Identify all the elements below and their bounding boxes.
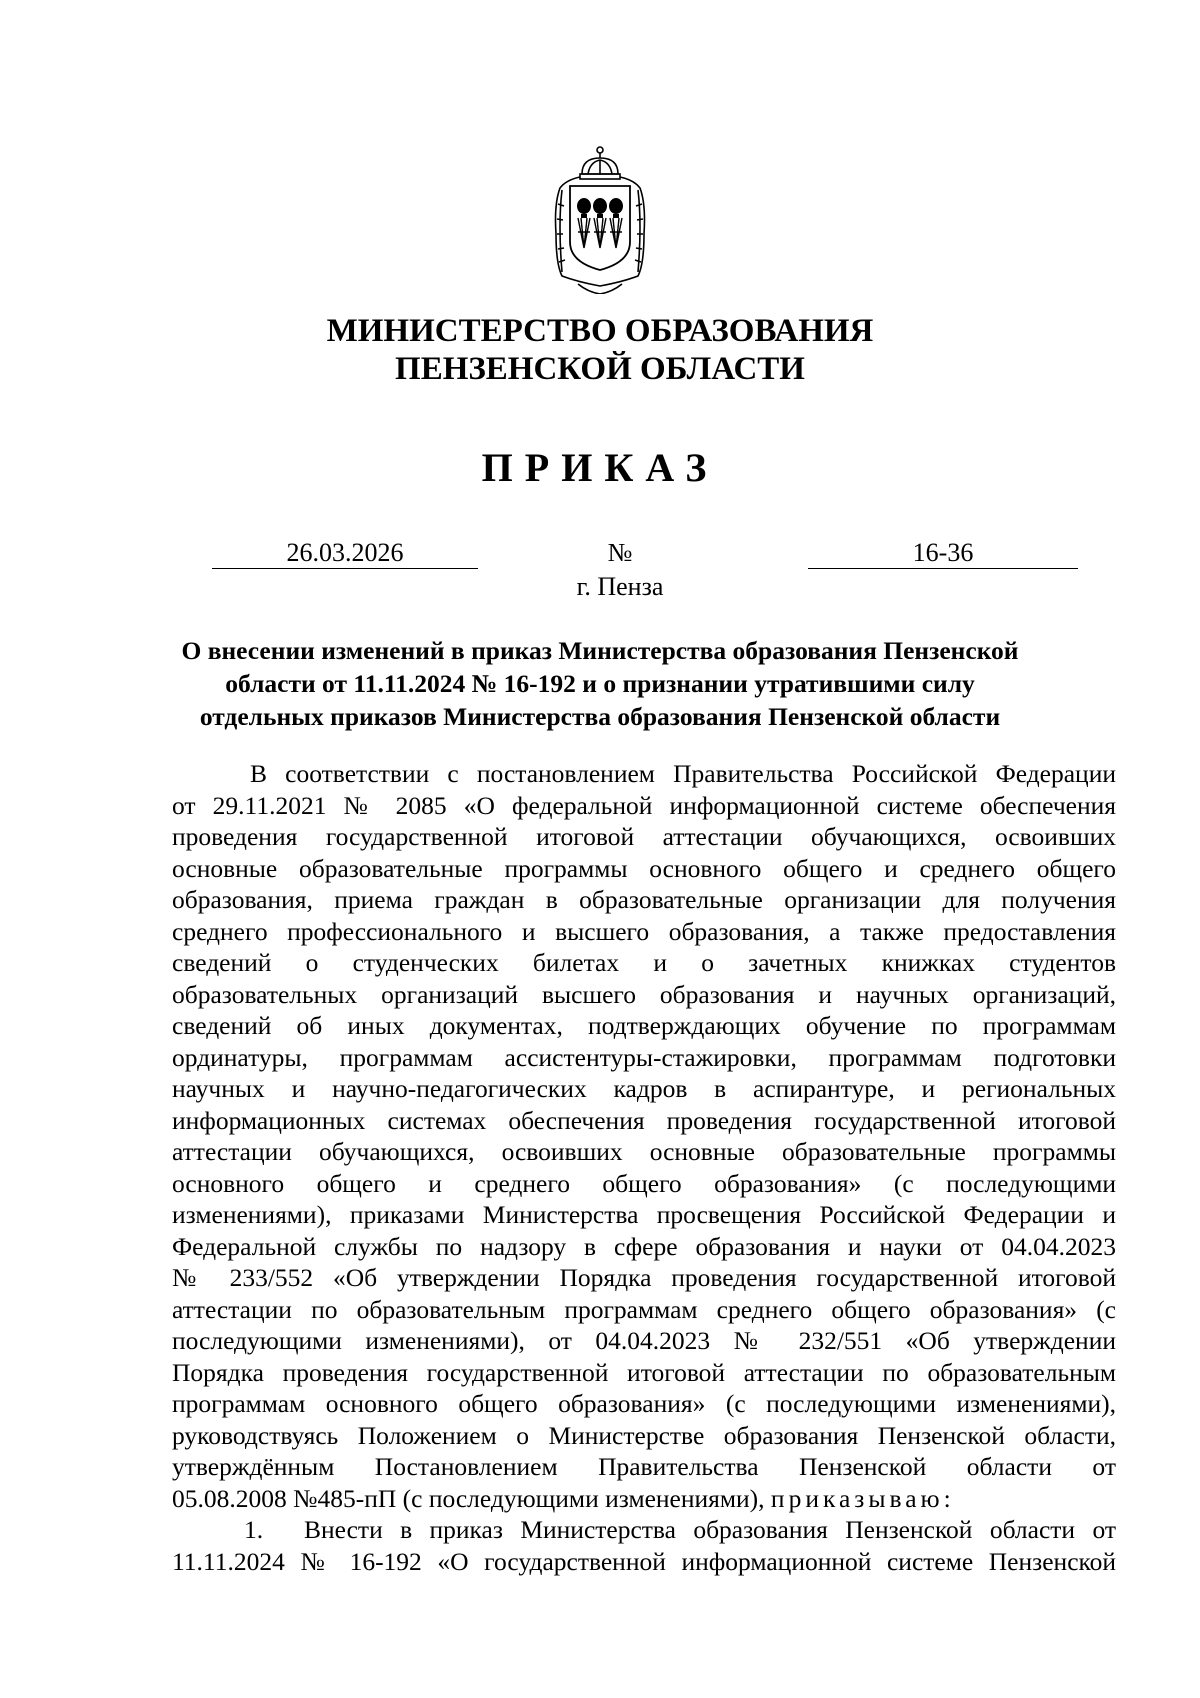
body-line: программам основного общего образования» (с последующими изменениями), — [172, 1389, 1116, 1418]
body-line: от 29.11.2021 № 2085 «О федеральной информационной системе обеспечения — [172, 790, 1116, 820]
body-line: образования, приема граждан в образовательные организации для получения — [172, 885, 1116, 914]
body-line-prefix: 05.08.2008 №485-пП (с последующими изменениями), — [172, 1483, 765, 1513]
coat-of-arms-emblem — [548, 144, 652, 294]
body-line: руководствуясь Положением о Министерстве образования Пензенской области, — [172, 1420, 1116, 1450]
body-line: последующими изменениями), от 04.04.2023 № 232/551 «Об утверждении — [172, 1326, 1116, 1355]
body-line: Федеральной службы по надзору в сфере образования и науки от 04.04.2023 — [172, 1231, 1116, 1261]
body-line: № 233/552 «Об утверждении Порядка проведения государственной итоговой — [172, 1263, 1116, 1292]
ministry-name-line1: МИНИСТЕРСТВО ОБРАЗОВАНИЯ — [326, 313, 874, 349]
body-line-order — [172, 1483, 1116, 1515]
body-line: среднего профессионального и высшего образования, а также предоставления — [172, 916, 1116, 946]
document-date: 26.03.2026 — [212, 538, 478, 569]
ministry-name — [0, 312, 1200, 388]
body-line: сведений о студенческих билетах и о зачетных книжках студентов — [172, 948, 1116, 977]
item-1-line — [172, 1514, 1116, 1546]
body-line: основного общего и среднего общего образования» (с последующими — [172, 1168, 1116, 1198]
document-subject — [170, 634, 1030, 733]
body-line: научных и научно-педагогических кадров в аспирантуре, и региональных — [172, 1074, 1116, 1103]
subject-line: отдельных приказов Министерства образования Пензенской области — [199, 702, 1001, 731]
body-line: образовательных организаций высшего образования и научных организаций, — [172, 979, 1116, 1009]
body-line: 11.11.2024 № 16-192 «О государственной информационной системе Пензенской — [172, 1546, 1116, 1576]
body-line: В соответствии с постановлением Правительства Российской Федерации — [250, 759, 1116, 788]
body-line: аттестации обучающихся, освоивших основные образовательные программы — [172, 1137, 1116, 1166]
body-line: информационных системах обеспечения проведения государственной итоговой — [172, 1105, 1116, 1135]
ministry-name-line2: ПЕНЗЕНСКОЙ ОБЛАСТИ — [395, 351, 805, 387]
subject-line: области от 11.11.2024 № 16-192 и о признании утратившими силу — [225, 669, 975, 698]
subject-line: О внесении изменений в приказ Министерства образования Пензенской — [181, 636, 1019, 665]
order-word: приказываю: — [770, 1483, 955, 1513]
body-line: проведения государственной итоговой аттестации обучающихся, освоивших — [172, 822, 1116, 851]
number-sign: № — [607, 538, 633, 567]
body-line: утверждённым Постановлением Правительства Пензенской области от — [172, 1452, 1116, 1481]
body-line: основные образовательные программы основного общего и среднего общего — [172, 853, 1116, 883]
document-number: 16-36 — [808, 538, 1078, 569]
item-1-text: Внести в приказ Министерства образования Пензенской области от — [304, 1515, 1116, 1544]
body-line: аттестации по образовательным программам среднего общего образования» (с — [172, 1294, 1116, 1324]
document-city: г. Пенза — [576, 572, 664, 601]
document-body — [172, 758, 1116, 1577]
item-1-number: 1. — [244, 1515, 264, 1544]
body-line: Порядка проведения государственной итоговой аттестации по образовательным — [172, 1357, 1116, 1387]
body-line: ординатуры, программам ассистентуры-стажировки, программам подготовки — [172, 1042, 1116, 1072]
body-line: изменениями), приказами Министерства просвещения Российской Федерации и — [172, 1200, 1116, 1229]
body-line: сведений об иных документах, подтверждающих обучение по программам — [172, 1011, 1116, 1040]
document-type-title: ПРИКАЗ — [481, 445, 719, 490]
